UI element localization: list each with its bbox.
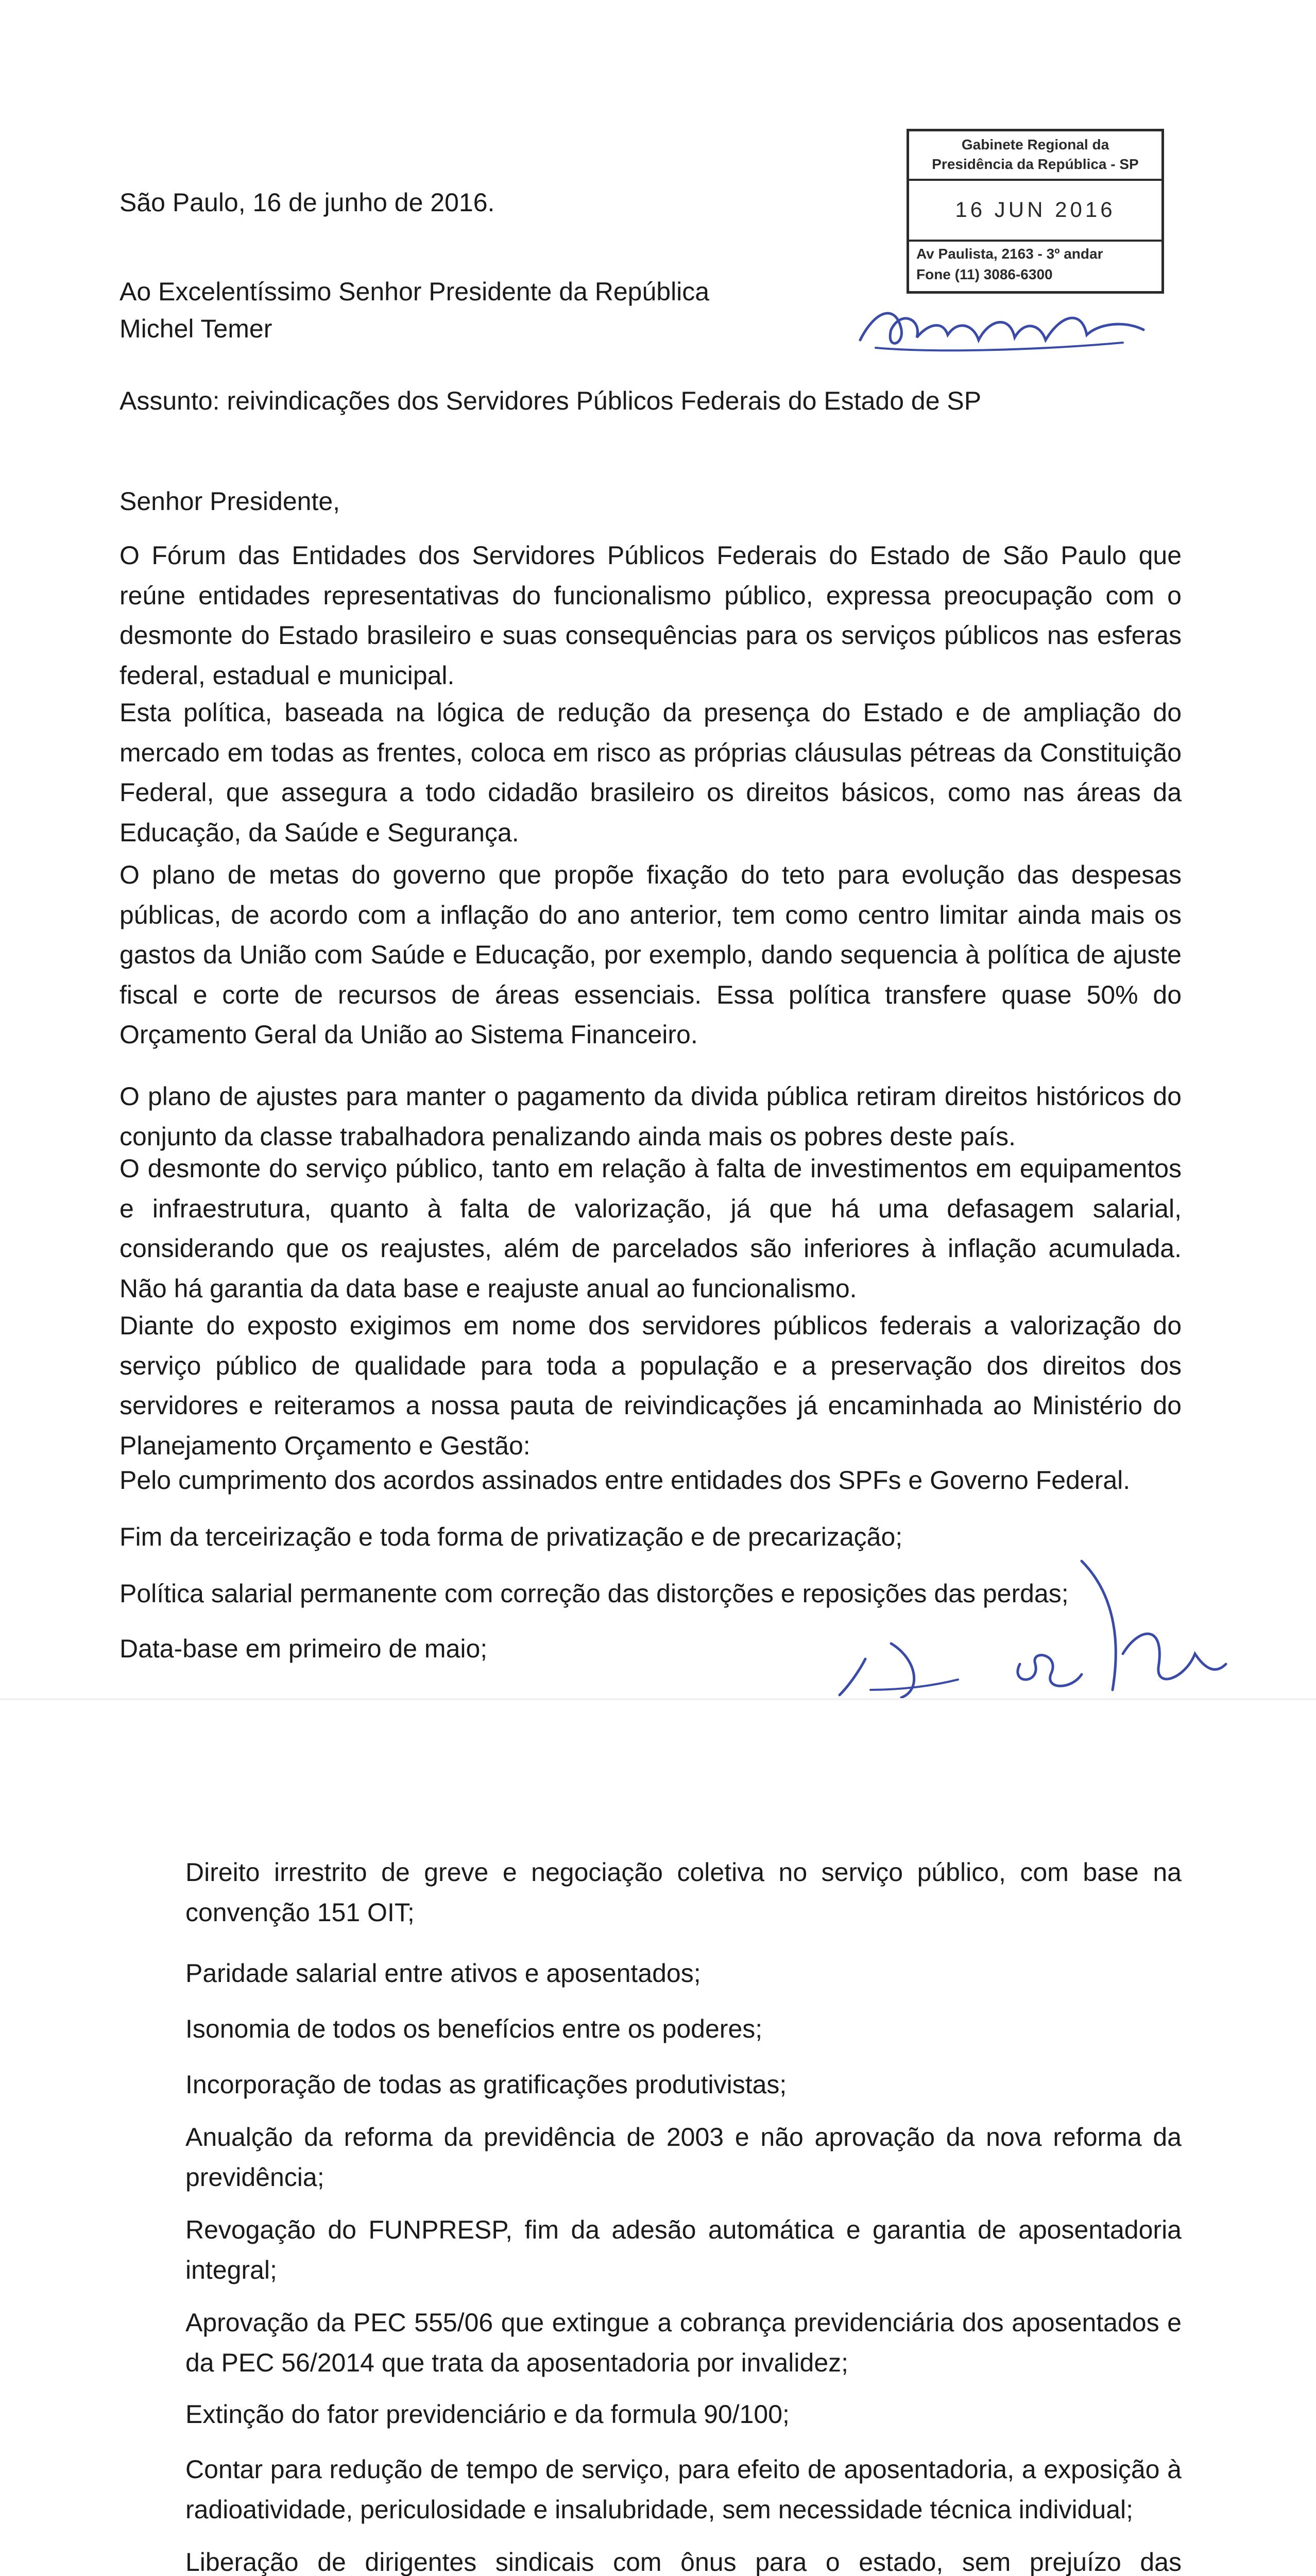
received-stamp <box>907 129 1164 294</box>
paragraph: O plano de ajustes para manter o pagamento da divida pública retiram direitos históricos do conjunto da classe trabalhadora penalizando ainda mais os pobres deste país. <box>119 1082 1182 1151</box>
demand-item: Política salarial permanente com correção das distorções e reposições das perdas; <box>119 1579 1069 1608</box>
addressee-title: Ao Excelentíssimo Senhor Presidente da República <box>119 277 710 306</box>
demand-item: Revogação do FUNPRESP, fim da adesão automática e garantia de aposentadoria integral; <box>185 2215 1182 2284</box>
page-2 <box>0 1700 1316 2576</box>
subject-line: Assunto: reivindicações dos Servidores Públicos Federais do Estado de SP <box>119 386 982 415</box>
demand-item: Isonomia de todos os benefícios entre os poderes; <box>185 2014 763 2043</box>
paragraph: O plano de metas do governo que propõe fixação do teto para evolução das despesas públicas, de acordo com a inflação do ano anterior, tem como centro limitar ainda mais os gastos da União com Saúde e Educação, por exemplo, dando sequencia à política de ajuste fiscal e corte de recursos de áreas essenciais. Essa política transfere quase 50% do Orçamento Geral da União ao Sistema Financeiro. <box>119 860 1182 1049</box>
stamp-received-date: 16 JUN 2016 <box>955 197 1116 222</box>
demand-item: Contar para redução de tempo de serviço, para efeito de aposentadoria, a exposição à radioatividade, periculosidade e insalubridade, sem necessidade técnica individual; <box>185 2455 1182 2524</box>
demand-item: Data-base em primeiro de maio; <box>119 1634 488 1663</box>
letter-date: São Paulo, 16 de junho de 2016. <box>119 188 495 217</box>
paragraph: O desmonte do serviço público, tanto em relação à falta de investimentos em equipamentos e infraestrutura, quanto à falta de valorização, já que há uma defasagem salarial, considerando que os reajustes, além de parcelados são inferiores à inflação acumulada. Não há garantia da data base e reajuste anual ao funcionalismo. <box>119 1154 1182 1303</box>
stamp-office-line: Gabinete Regional da <box>961 137 1109 152</box>
demand-item: Incorporação de todas as gratificações produtivistas; <box>185 2070 787 2099</box>
paragraph: Diante do exposto exigimos em nome dos servidores públicos federais a valorização do serviço público de qualidade para toda a população e a preservação dos direitos dos servidores e reiteramos a nossa pauta de reivindicações já encaminhada ao Ministério do Planejamento Orçamento e Gestão: <box>119 1311 1182 1460</box>
salutation: Senhor Presidente, <box>119 487 340 516</box>
stamp-phone: Fone (11) 3086-6300 <box>916 266 1053 282</box>
demand-item: Paridade salarial entre ativos e aposentados; <box>185 1959 701 1988</box>
demand-item: Aprovação da PEC 555/06 que extingue a cobrança previdenciária dos aposentados e da PEC 56/2014 que trata da aposentadoria por invalidez; <box>185 2308 1182 2377</box>
demand-item: Fim da terceirização e toda forma de privatização e de precarização; <box>119 1522 903 1551</box>
demand-item: Extinção do fator previdenciário e da formula 90/100; <box>185 2400 790 2429</box>
demand-item: Liberação de dirigentes sindicais com ônus para o estado, sem prejuízo das <box>185 2548 1182 2576</box>
stamp-receiver-signature <box>855 289 1164 361</box>
handwritten-signatures <box>804 1535 1288 1700</box>
demand-item: Direito irrestrito de greve e negociação coletiva no serviço público, com base na convenção 151 OIT; <box>185 1858 1182 1927</box>
demand-item: Pelo cumprimento dos acordos assinados entre entidades dos SPFs e Governo Federal. <box>119 1466 1131 1495</box>
paragraph: Esta política, baseada na lógica de redução da presença do Estado e de ampliação do mercado em todas as frentes, coloca em risco as próprias cláusulas pétreas da Constituição Federal, que assegura a todo cidadão brasileiro os direitos básicos, como nas áreas da Educação, da Saúde e Segurança. <box>119 698 1182 847</box>
paragraph: O Fórum das Entidades dos Servidores Públicos Federais do Estado de São Paulo que reúne entidades representativas do funcionalismo público, expressa preocupação com o desmonte do Estado brasileiro e suas consequências para os serviços públicos nas esferas federal, estadual e municipal. <box>119 541 1182 690</box>
stamp-office-line-2: Presidência da República - SP <box>932 156 1139 172</box>
addressee-name: Michel Temer <box>119 314 272 343</box>
stamp-address: Av Paulista, 2163 - 3º andar <box>916 246 1103 262</box>
demand-item: Anualção da reforma da previdência de 2003 e não aprovação da nova reforma da previdência; <box>185 2123 1182 2192</box>
